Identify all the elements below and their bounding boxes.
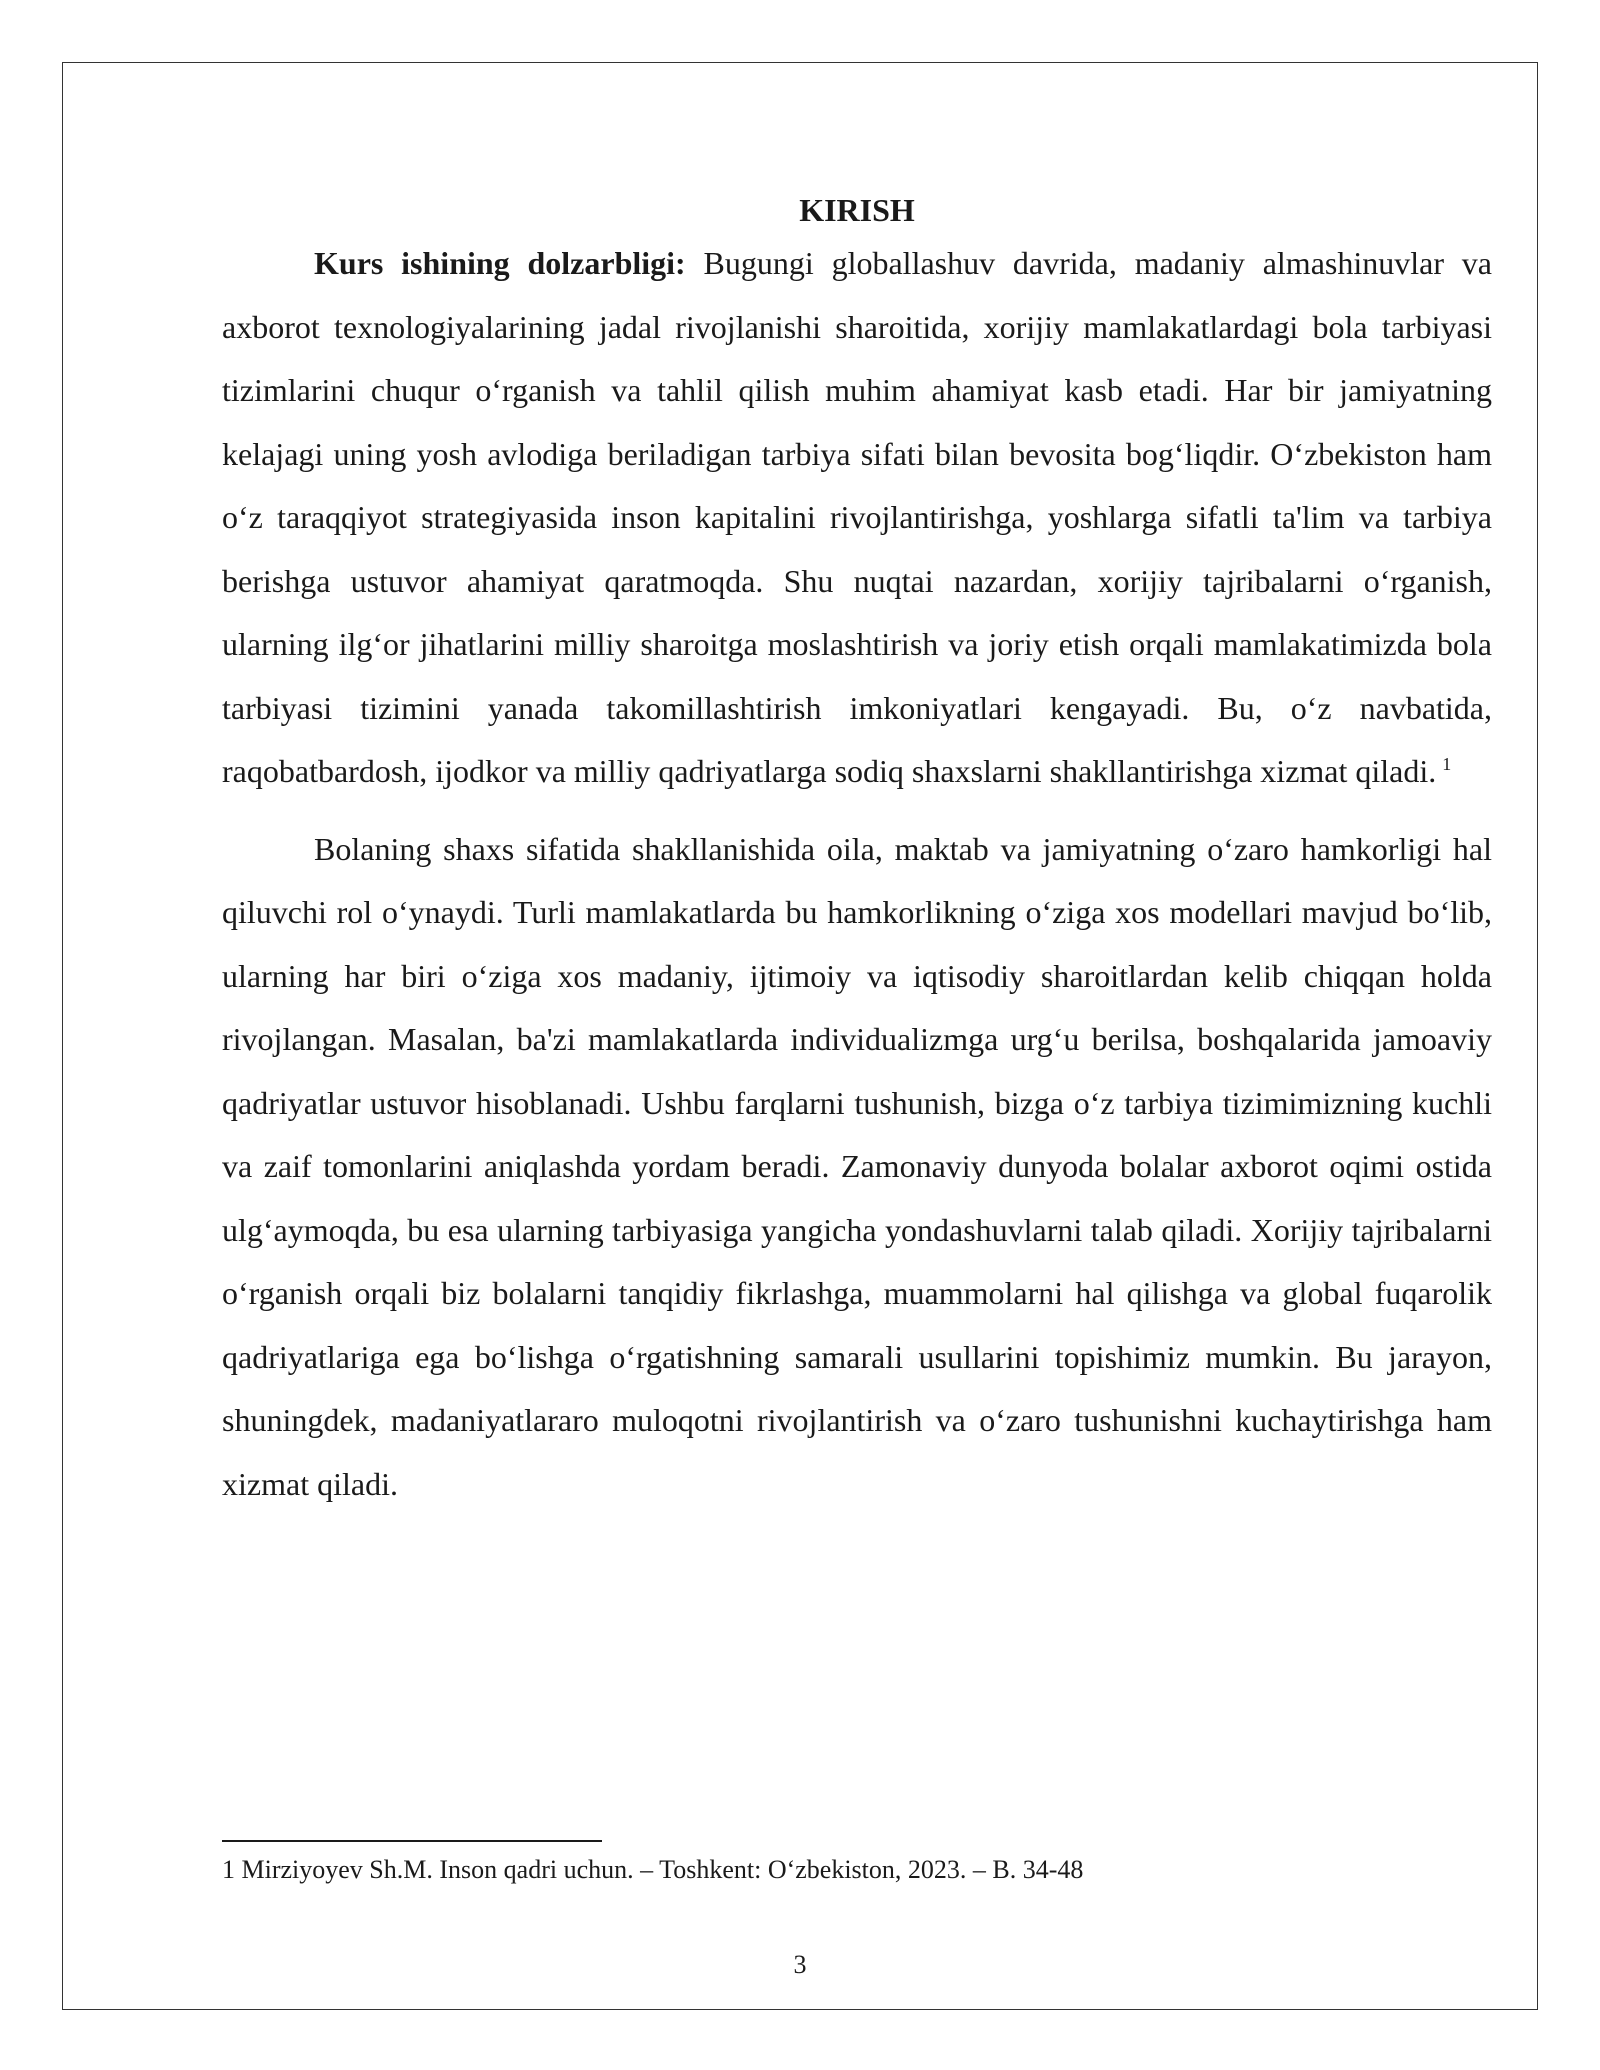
page-content (222, 190, 1492, 1516)
page-title: KIRISH (799, 192, 915, 228)
page-number: 3 (793, 1950, 807, 1979)
relevance-lead: Kurs ishining dolzarbligi: (314, 245, 686, 281)
footnote-text: 1 Mirziyoyev Sh.M. Inson qadri uchun. – Toshkent: O‘zbekiston, 2023. – B. 34-48 (222, 1855, 1084, 1884)
paragraph-relevance (222, 232, 1492, 804)
relevance-text: Bugungi globallashuv davrida, madaniy almashinuvlar va axborot texnologiyalarining jadal rivojlanishi sharoitida, xorijiy mamlakatlardagi bola tarbiyasi tizimlarini chuqur o‘rganish va tahlil qilish muhim ahamiyat kasb etadi. Har bir jamiyatning kelajagi uning yosh avlodiga beriladigan tarbiya sifati bilan bevosita bog‘liqdir. O‘zbekiston ham o‘z taraqqiyot strategiyasida inson kapitalini rivojlantirishga, yoshlarga sifatli ta'lim va tarbiya berishga ustuvor ahamiyat qaratmoqda. Shu nuqtai nazardan, xorijiy tajribalarni o‘rganish, ularning ilg‘or jihatlarini milliy sharoitga moslashtirish va joriy etish orqali mamlakatimizda bola tarbiyasi tizimini yanada takomillashtirish imkoniyatlari kengayadi. Bu, o‘z navbatida, raqobatbardosh, ijodkor va milliy qadriyatlarga sodiq shaxslarni shakllantirishga xizmat qiladi. (222, 245, 1493, 789)
paragraph-family-school: Bolaning shaxs sifatida shakllanishida oila, maktab va jamiyatning o‘zaro hamkorligi hal qiluvchi rol o‘ynaydi. Turli mamlakatlarda bu hamkorlikning o‘ziga xos modellari mavjud bo‘lib, ularning har biri o‘ziga xos madaniy, ijtimoiy va iqtisodiy sharoitlardan kelib chiqqan holda rivojlangan. Masalan, ba'zi mamlakatlarda individualizmga urg‘u berilsa, boshqalarida jamoaviy qadriyatlar ustuvor hisoblanadi. Ushbu farqlarni tushunish, bizga o‘z tarbiya tizimimizning kuchli va zaif tomonlarini aniqlashda yordam beradi. Zamonaviy dunyoda bolalar axborot oqimi ostida ulg‘aymoqda, bu esa ularning tarbiyasiga yangicha yondashuvlarni talab qiladi. Xorijiy tajribalarni o‘rganish orqali biz bolalarni tanqidiy fikrlashga, muammolarni hal qilishga va global fuqarolik qadriyatlariga ega bo‘lishga o‘rgatishning samarali usullarini topishimiz mumkin. Bu jarayon, shuningdek, madaniyatlararo muloqotni rivojlantirish va o‘zaro tushunishni kuchaytirishga ham xizmat qiladi. (222, 830, 1492, 1502)
footnote-reference[interactable]: 1 (1442, 754, 1452, 775)
footnote-separator (222, 1840, 602, 1842)
